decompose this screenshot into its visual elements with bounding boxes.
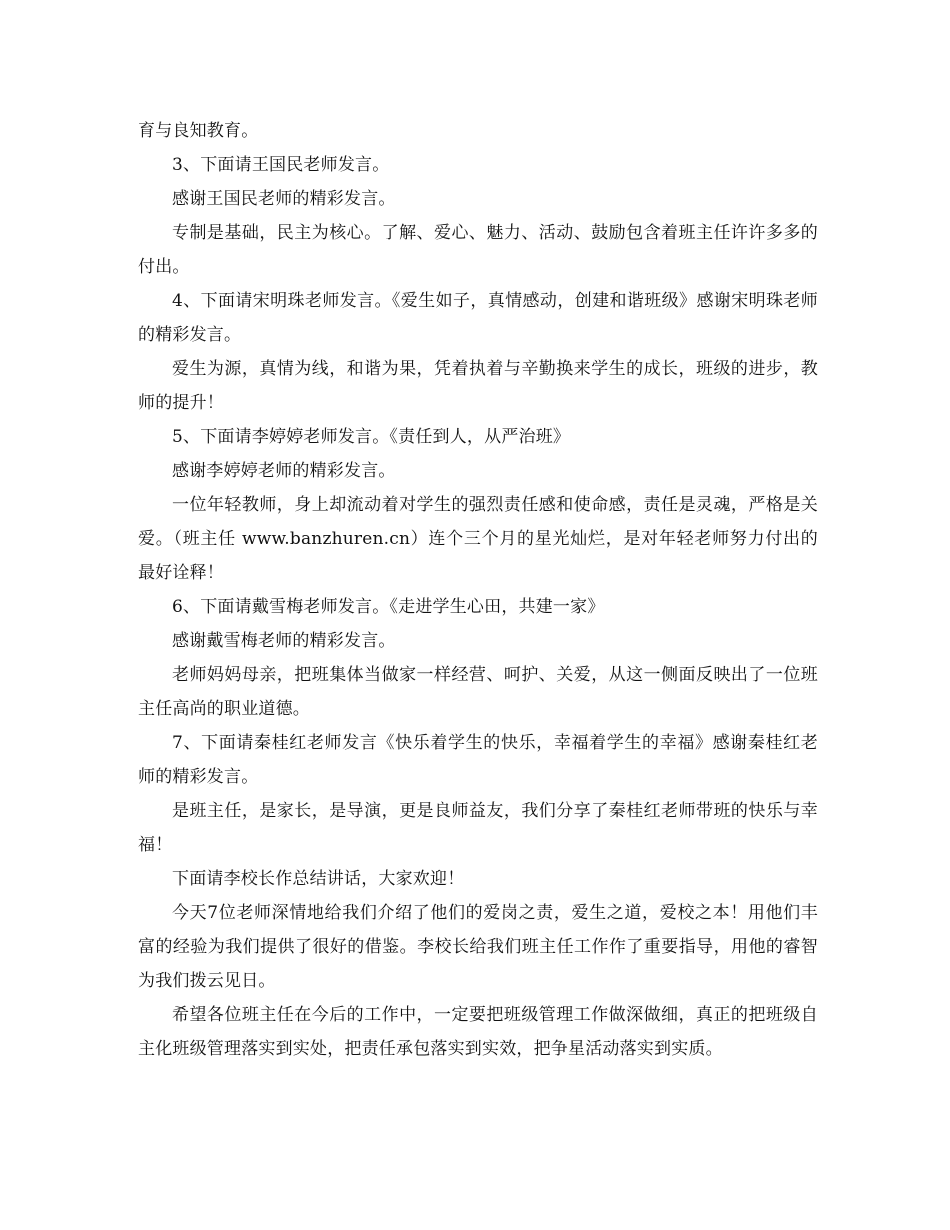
paragraph-thanks-5: 感谢李婷婷老师的精彩发言。 [172,461,396,481]
paragraph-comment-4: 爱生为源，真情为线，和谐为果，凭着执着与辛勤换来学生的成长，班级的进步，教师的提升！ [138,359,818,413]
paragraph-item-4: 4、下面请宋明珠老师发言。《爱生如子，真情感动，创建和谐班级》感谢宋明珠老师的精彩发言。 [138,291,818,345]
paragraph-summary: 今天7位老师深情地给我们介绍了他们的爱岗之责，爱生之道，爱校之本！用他们丰富的经验为我们提供了很好的借鉴。李校长给我们班主任工作作了重要指导，用他的睿智为我们拨云见日。 [138,903,818,991]
paragraph-comment-3: 专制是基础，民主为核心。了解、爱心、魅力、活动、鼓励包含着班主任许许多多的付出。 [138,223,818,277]
paragraph-item-6: 6、下面请戴雪梅老师发言。《走进学生心田，共建一家》 [172,597,605,617]
paragraph-closing: 希望各位班主任在今后的工作中，一定要把班级管理工作做深做细，真正的把班级自主化班级管理落实到实处，把责任承包落实到实效，把争星活动落实到实质。 [138,1005,818,1059]
paragraph-continuation: 育与良知教育。 [138,121,259,141]
paragraph-item-5: 5、下面请李婷婷老师发言。《责任到人，从严治班》 [172,427,571,447]
paragraph-thanks-6: 感谢戴雪梅老师的精彩发言。 [172,631,396,651]
paragraph-principal-intro: 下面请李校长作总结讲话，大家欢迎！ [172,869,465,889]
paragraph-comment-5: 一位年轻教师，身上却流动着对学生的强烈责任感和使命感，责任是灵魂，严格是关爱。（班主任 www.banzhuren.cn）连个三个月的星光灿烂，是对年轻老师努力付出的最好诠释！ [138,495,818,583]
paragraph-item-3: 3、下面请王国民老师发言。 [172,155,390,175]
paragraph-comment-6: 老师妈妈母亲，把班集体当做家一样经营、呵护、关爱，从这一侧面反映出了一位班主任高尚的职业道德。 [138,665,818,719]
document-body [138,114,818,1066]
paragraph-thanks-3: 感谢王国民老师的精彩发言。 [172,189,396,209]
paragraph-comment-7: 是班主任，是家长，是导演，更是良师益友，我们分享了秦桂红老师带班的快乐与幸福！ [138,801,818,855]
paragraph-item-7: 7、下面请秦桂红老师发言《快乐着学生的快乐，幸福着学生的幸福》感谢秦桂红老师的精彩发言。 [138,733,818,787]
